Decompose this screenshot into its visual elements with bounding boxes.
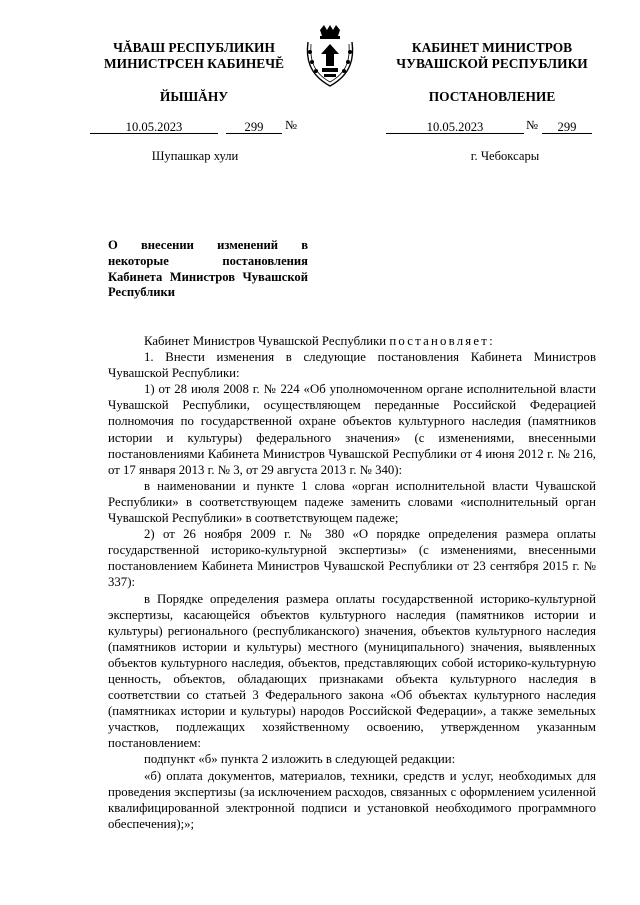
header-left-doc-type: ЙЫШĂНУ <box>159 89 229 104</box>
header-right-line2: ЧУВАШСКОЙ РЕСПУБЛИКИ <box>396 56 588 71</box>
right-number-line <box>542 118 592 134</box>
document-body <box>108 333 596 832</box>
left-no-sign: № <box>285 118 298 132</box>
body-paragraph: 1. Внести изменения в следующие постановления Кабинета Министров Чувашской Республики: <box>108 350 596 381</box>
right-number: 299 <box>557 120 577 134</box>
header-right-line1: КАБИНЕТ МИНИСТРОВ <box>411 40 573 55</box>
body-paragraph: 2) от 26 ноября 2009 г. № 380 «О порядке определения размера оплаты государственной историко-культурной экспертизы» (с изменениями, внесенными постановлением Кабинета Министров Чувашской Республики от 23 сентября 2015 г. № 337): <box>108 527 596 590</box>
left-number: 299 <box>244 120 264 134</box>
body-paragraph: 1) от 28 июля 2008 г. № 224 «Об уполномоченном органе исполнительной власти Чувашской Республики, осуществляющем переданные Российской Федерацией полномочия по государственной охране объектов культурного наследия (памятников истории и культуры) федерального значения» (с изменениями, внесенными постановлениями Кабинета Министров Чувашской Республики от 4 июня 2012 г. № 216, от 17 января 2013 г. № 3, от 29 августа 2013 г. № 340): <box>108 382 596 477</box>
body-paragraph: в наименовании и пункте 1 слова «орган исполнительной власти Чувашской Республики» в соответствующем падеже заменить словами «исполнительный орган Чувашской Республики» в соответствующем падеже; <box>108 478 596 526</box>
left-city: Шупашкар хули <box>151 149 239 163</box>
header-right-org <box>380 40 604 72</box>
header-left-org <box>82 40 306 72</box>
body-paragraph: подпункт «б» пункта 2 изложить в следующей редакции: <box>144 752 456 767</box>
intro-paragraph <box>108 333 596 349</box>
right-date: 10.05.2023 <box>426 120 484 134</box>
intro-text: Кабинет Министров Чувашской Республики <box>144 334 390 348</box>
left-number-line <box>226 118 282 134</box>
header-left-line2: МИНИСТРСЕН КАБИНЕЧĔ <box>104 56 284 71</box>
right-date-line <box>386 118 524 134</box>
body-paragraph: «б) оплата документов, материалов, техники, средств и услуг, необходимых для проведения экспертизы (за исключением расходов, связанных с оформлением усиленной квалифицированной электронной подписи и установкой необходимого программного обеспечения);»; <box>108 768 596 831</box>
header-left-line1: ЧĂВАШ РЕСПУБЛИКИН <box>113 40 275 55</box>
body-paragraph: в Порядке определения размера оплаты государственной историко-культурной экспертизы, касающейся объектов культурного наследия (памятников истории и культуры) регионального (республиканского) значения, объектов культурного наследия (памятников истории и культуры) местного (муниципального) значения, выявленных объектов культурного наследия, объектов, представляющих собой историко-культурную ценность, объектов, обладающих признаками объекта культурного наследия в соответствии со статьей 3 Федерального закона «Об объектах культурного наследия (памятниках истории и культуры) народов Российской Федерации», а также земельных участков, подлежащих хозяйственному освоению, утвержденном указанным постановлением: <box>108 591 596 751</box>
document-title: О внесении изменений в некоторые постановления Кабинета Министров Чувашской Республики <box>108 238 308 300</box>
left-date-line <box>90 118 218 134</box>
chuvash-emblem-icon <box>300 22 360 92</box>
right-no-sign: № <box>526 118 539 132</box>
intro-verb: постановляет: <box>389 334 495 348</box>
header-right-doc-type: ПОСТАНОВЛЕНИЕ <box>428 89 556 104</box>
left-date: 10.05.2023 <box>125 120 183 134</box>
right-city: г. Чебоксары <box>470 149 540 163</box>
